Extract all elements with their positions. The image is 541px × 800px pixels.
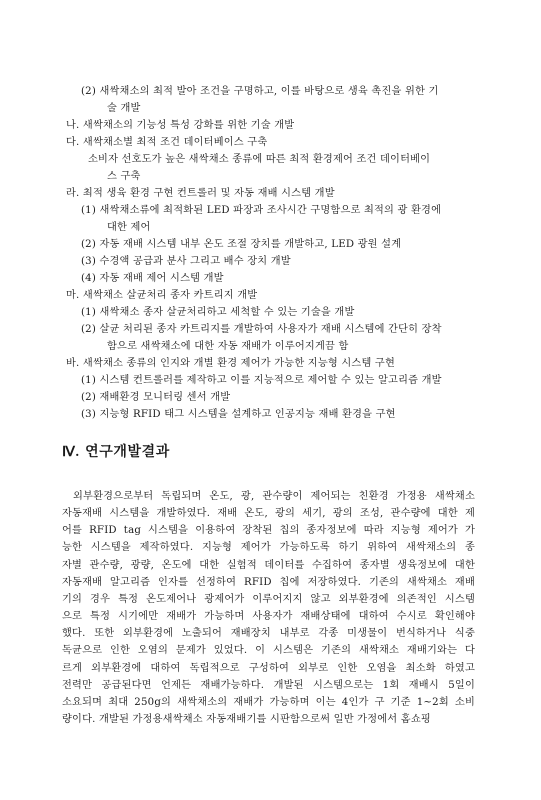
- paragraph-line: 량이다. 개발된 가정용새싹채소 자동재배기를 시판함으로써 일반 가정에서 홈쇼핑: [62, 714, 431, 725]
- paragraph-line: 자동재배 알고리즘 인자를 선정하여 RFID 칩에 저장하였다. 기존의 새싹채소 재배: [62, 577, 475, 588]
- list-line: 스 구축: [107, 171, 141, 182]
- section-number: Ⅳ.: [62, 445, 80, 460]
- section-heading: [62, 441, 170, 461]
- list-line: 소비자 선호도가 높은 새싹채소 종류에 따른 최적 환경제어 조건 데이터베이: [88, 154, 431, 165]
- paragraph-line: 했다. 또한 외부환경에 노출되어 재배장치 내부로 각종 미생물이 번식하거나 식중: [62, 628, 475, 639]
- list-line: (2) 자동 재배 시스템 내부 온도 조절 장치를 개발하고, LED 광원 설계: [81, 239, 402, 250]
- paragraph-line: 기의 경우 특정 온도제어나 광제어가 이루어지지 않고 외부환경에 의존적인 시스템: [62, 594, 475, 605]
- paragraph-line: 소요되며 최대 250g의 새싹채소의 재배가 가능하며 이는 4인가 구 기준 1~2회 소비: [62, 697, 475, 708]
- section-title: 연구개발결과: [85, 444, 170, 460]
- paragraph-line: 어를 RFID tag 시스템을 이용하여 장착된 칩의 종자정보에 따라 지능형 제어가 가: [62, 525, 475, 536]
- list-line: (2) 재배환경 모니터링 센서 개발: [81, 392, 231, 403]
- paragraph-line: 자별 관수량, 광량, 온도에 대한 실험적 데이터를 수집하여 종자별 생육정보에 대한: [62, 560, 475, 571]
- paragraph-line: 자동재배 시스템을 개발하였다. 재배 온도, 광의 세기, 광의 조성, 관수량에 대한 제: [62, 508, 475, 519]
- list-line: 라. 최적 생육 환경 구현 컨트롤러 및 자동 재배 시스템 개발: [66, 188, 335, 199]
- list-line: 대한 제어: [107, 222, 151, 233]
- list-line: 술 개발: [107, 103, 141, 114]
- list-line: (1) 시스템 컨트롤러를 제작하고 이를 지능적으로 제어할 수 있는 알고리즘 개발: [81, 375, 442, 386]
- list-line: 바. 새싹채소 종류의 인지와 개별 환경 제어가 가능한 지능형 시스템 구현: [66, 358, 396, 369]
- paragraph-line: 능한 시스템을 제작하였다. 지능형 제어가 가능하도록 하기 위하여 새싹채소의 종: [62, 542, 475, 553]
- list-line: (3) 지능형 RFID 태그 시스템을 설계하고 인공지능 재배 환경을 구현: [81, 409, 396, 420]
- paragraph-line: 르게 외부환경에 대하여 독립적으로 구성하여 외부로 인한 오염을 최소화 하였고: [62, 663, 475, 674]
- list-line: (2) 살균 처리된 종자 카트리지를 개발하여 사용자가 재배 시스템에 간단히 장착: [81, 324, 442, 335]
- list-line: (1) 새싹채소류에 최적화된 LED 파장과 조사시간 구명함으로 최적의 광 환경에: [81, 205, 442, 216]
- list-line: 마. 새싹채소 살균처리 종자 카트리지 개발: [66, 290, 258, 301]
- list-line: 다. 새싹채소별 최적 조건 데이터베이스 구축: [66, 137, 268, 148]
- list-line: (4) 자동 재배 제어 시스템 개발: [81, 273, 224, 284]
- list-line: 함으로 새싹채소에 대한 자동 재배가 이루어지게끔 함: [107, 341, 349, 352]
- paragraph-line: 으로 특정 시기에만 재배가 가능하며 사용자가 재배상태에 대하여 수시로 확인해야: [62, 611, 475, 622]
- paragraph-line: 전력만 공급된다면 언제든 재배가능하다. 개발된 시스템으로는 1회 재배시 5일이: [62, 680, 475, 691]
- paragraph-line: 외부환경으로부터 독립되며 온도, 광, 관수량이 제어되는 친환경 가정용 새싹채소: [73, 491, 475, 502]
- list-line: (2) 새싹채소의 최적 발아 조건을 구명하고, 이를 바탕으로 생육 촉진을 위한 기: [81, 86, 439, 97]
- paragraph-line: 독균으로 인한 오염의 문제가 있었다. 이 시스템은 기존의 새싹채소 재배기와는 다: [62, 645, 475, 656]
- list-line: 나. 새싹채소의 기능성 특성 강화를 위한 기술 개발: [66, 120, 295, 131]
- list-line: (1) 새싹채소 종자 살균처리하고 세척할 수 있는 기술을 개발: [81, 307, 355, 318]
- list-line: (3) 수경액 공급과 분사 그리고 배수 장치 개발: [81, 256, 291, 267]
